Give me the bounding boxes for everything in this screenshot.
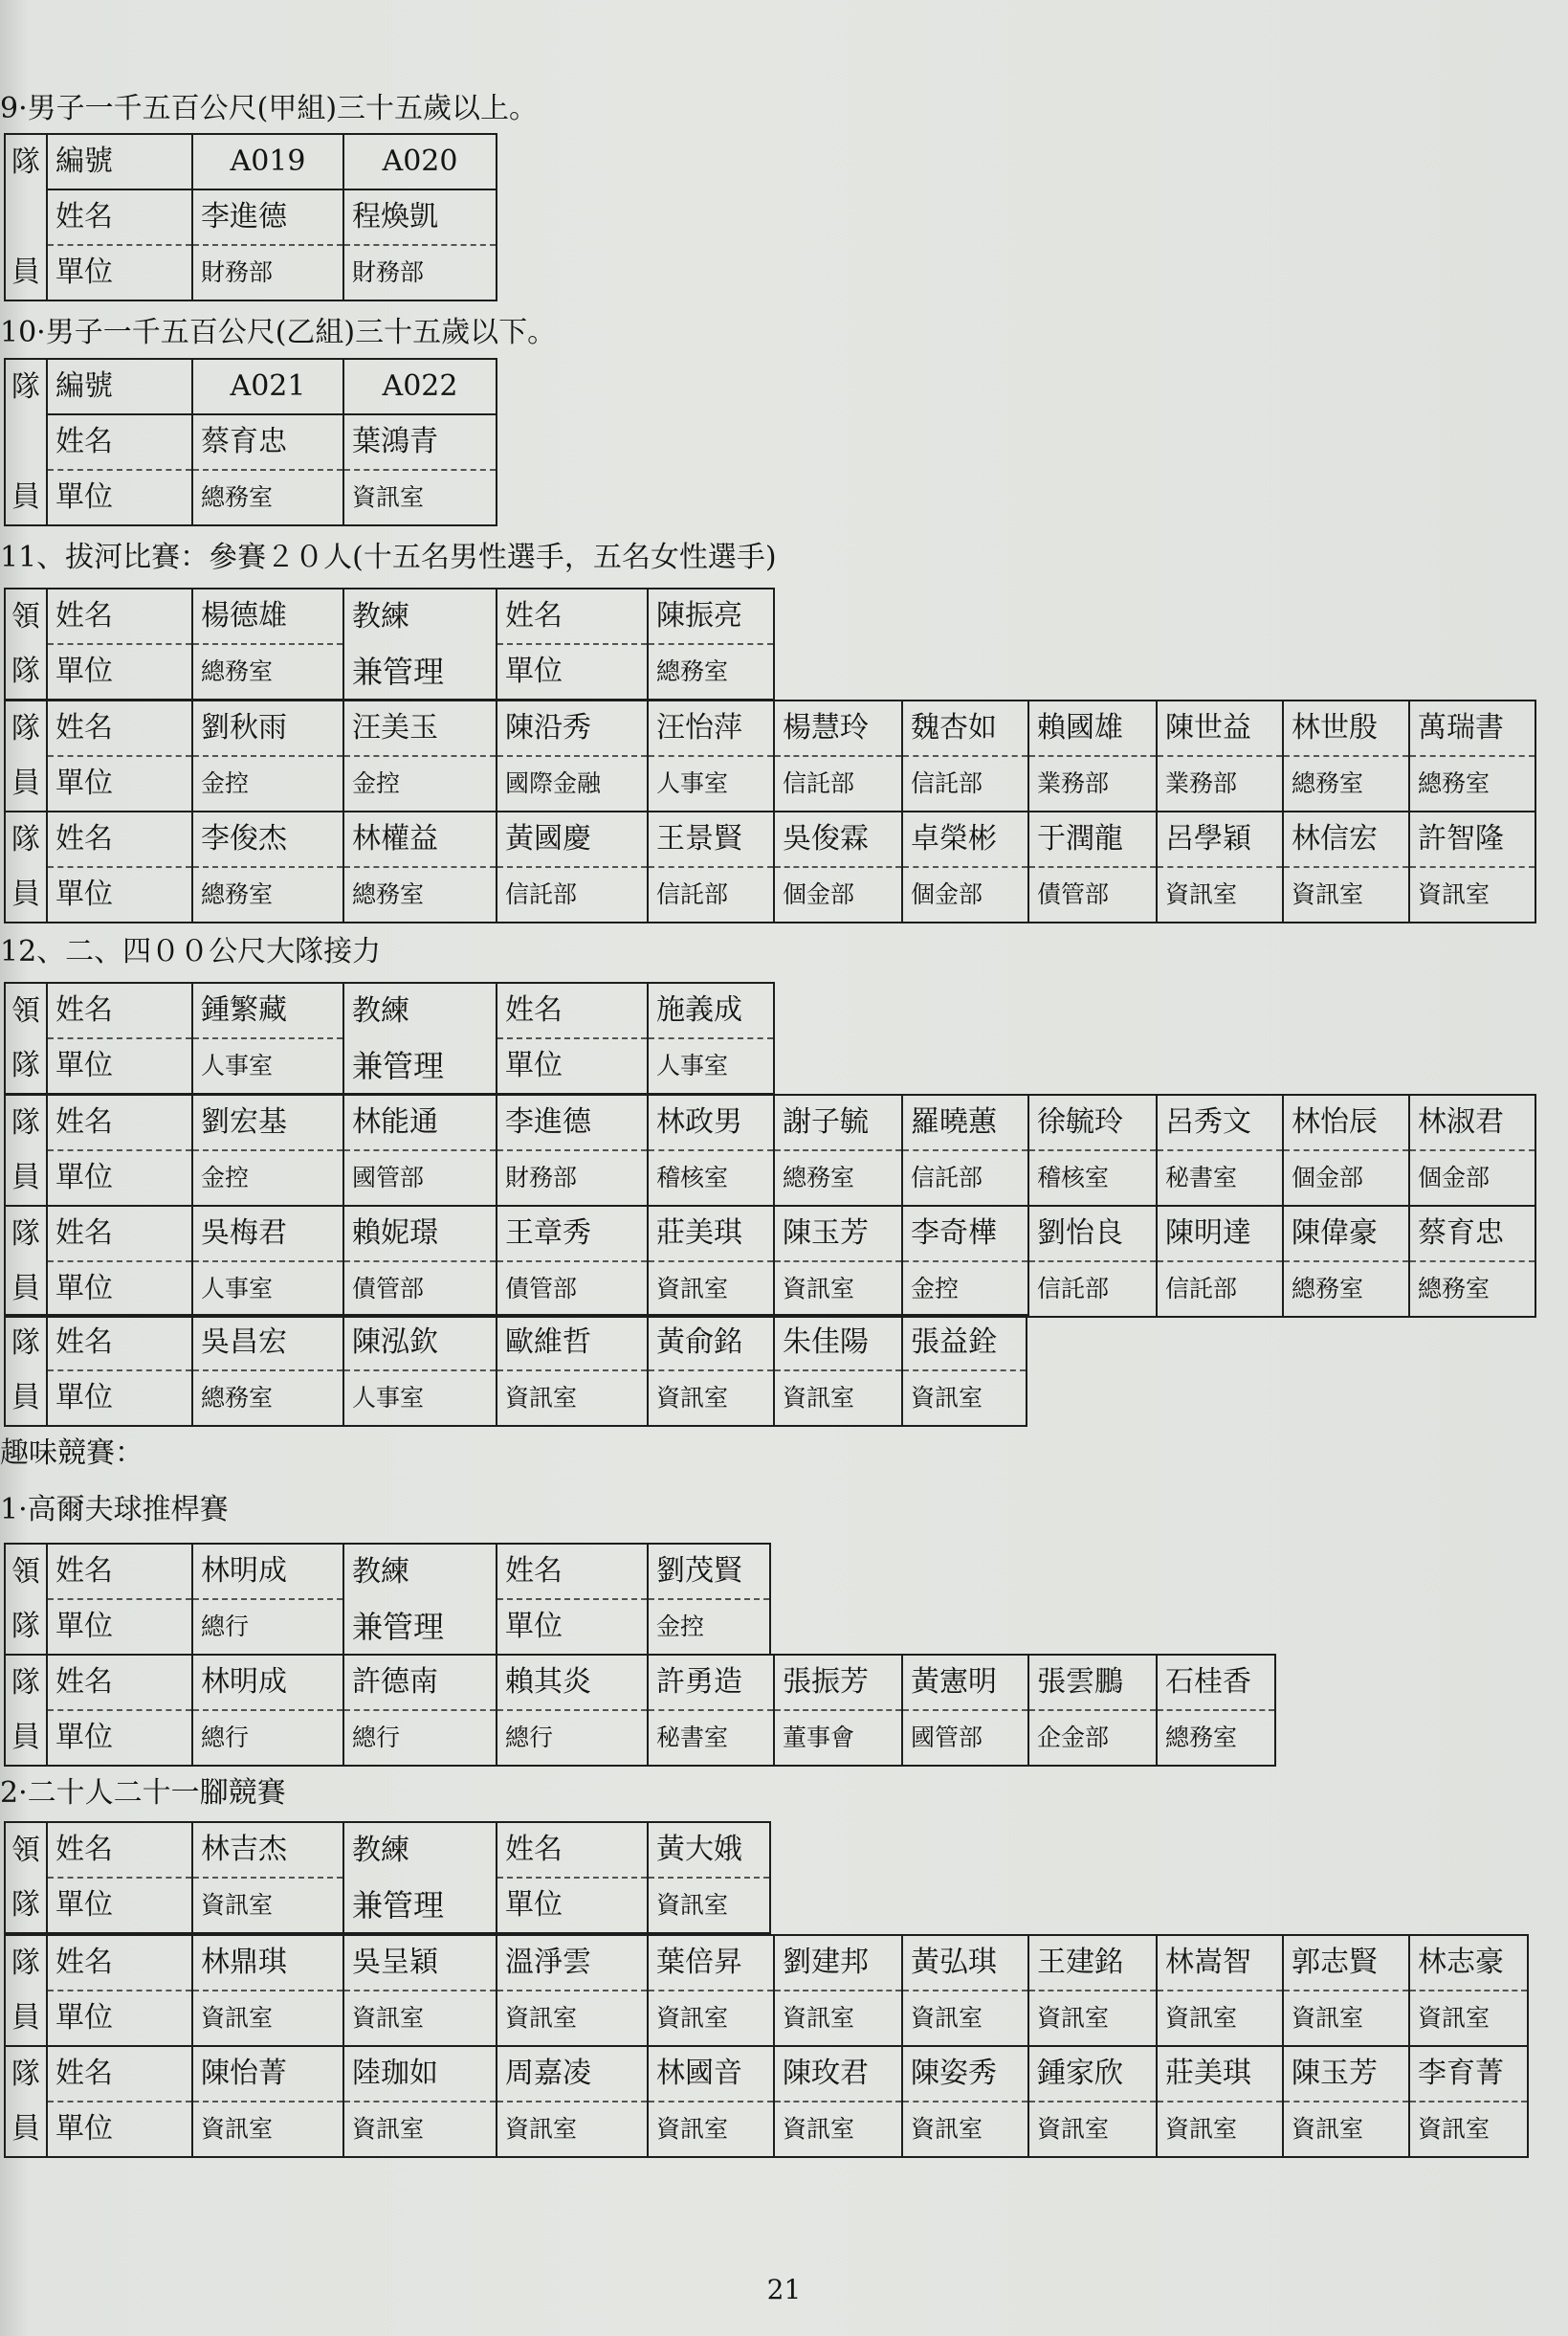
row-label: 姓名 bbox=[47, 1206, 192, 1261]
side-label: 隊 bbox=[5, 1878, 47, 1933]
row-label: 姓名 bbox=[47, 1655, 192, 1710]
team-table bbox=[4, 1934, 1529, 2158]
member-name: 謝子毓 bbox=[774, 1095, 902, 1150]
member-name: 劉建邦 bbox=[774, 1935, 902, 1991]
golf-title: 1·高爾夫球推桿賽 bbox=[0, 1493, 229, 1526]
row-label: 單位 bbox=[47, 1150, 192, 1206]
member-name: 林嵩智 bbox=[1157, 1935, 1283, 1991]
member-name: 張益銓 bbox=[902, 1315, 1027, 1370]
team-table-partial bbox=[4, 1314, 1027, 1427]
member-name: 溫淨雲 bbox=[497, 1935, 648, 1991]
member-name: 于潤龍 bbox=[1028, 812, 1157, 867]
member-name: 陳怡菁 bbox=[192, 2046, 343, 2102]
member-unit: 資訊室 bbox=[1283, 2102, 1409, 2157]
row-label: 姓名 bbox=[47, 589, 192, 644]
row-label: 單位 bbox=[47, 1710, 192, 1766]
member-name: 林國音 bbox=[648, 2046, 774, 2102]
side-label: 員 bbox=[5, 1710, 47, 1766]
side-label: 隊 bbox=[5, 134, 47, 189]
member-name: 程煥凱 bbox=[343, 189, 497, 245]
side-label: 領 bbox=[5, 1822, 47, 1878]
row-label: 單位 bbox=[47, 1038, 192, 1094]
entry-code: A022 bbox=[343, 359, 497, 414]
member-unit: 金控 bbox=[192, 756, 343, 812]
member-unit: 信託部 bbox=[1028, 1261, 1157, 1317]
side-label: 隊 bbox=[5, 1935, 47, 1991]
member-unit: 資訊室 bbox=[1028, 2102, 1157, 2157]
coach-title: 兼管理 bbox=[343, 644, 497, 700]
row-label: 姓名 bbox=[497, 1822, 648, 1878]
row-label: 姓名 bbox=[47, 189, 192, 245]
leader-name: 林吉杰 bbox=[192, 1822, 343, 1878]
member-unit: 秘書室 bbox=[648, 1710, 774, 1766]
row-label: 姓名 bbox=[47, 1095, 192, 1150]
leader-unit: 總行 bbox=[192, 1599, 343, 1655]
member-name: 李進德 bbox=[192, 189, 343, 245]
side-label: 隊 bbox=[5, 2046, 47, 2102]
member-name: 葉鴻青 bbox=[343, 414, 497, 470]
member-name: 賴妮璟 bbox=[343, 1206, 497, 1261]
member-name: 陳玫君 bbox=[774, 2046, 902, 2102]
member-unit: 企金部 bbox=[1028, 1710, 1157, 1766]
member-unit: 總務室 bbox=[343, 867, 497, 923]
section-10-title: 10·男子一千五百公尺(乙組)三十五歲以下。 bbox=[0, 316, 557, 349]
member-name: 林能通 bbox=[343, 1095, 497, 1150]
coach-title: 教練 bbox=[343, 1544, 497, 1599]
coach-name: 黃大娥 bbox=[648, 1822, 770, 1878]
member-name: 李俊杰 bbox=[192, 812, 343, 867]
member-name: 陳世益 bbox=[1157, 701, 1283, 756]
member-name: 鍾家欣 bbox=[1028, 2046, 1157, 2102]
member-unit: 資訊室 bbox=[1283, 1991, 1409, 2046]
member-name: 黃俞銘 bbox=[648, 1315, 774, 1370]
side-label: 員 bbox=[5, 470, 47, 525]
leader-name: 林明成 bbox=[192, 1544, 343, 1599]
side-label: 隊 bbox=[5, 1599, 47, 1655]
member-unit: 總務室 bbox=[192, 470, 343, 525]
leader-table bbox=[4, 982, 775, 1095]
member-unit: 個金部 bbox=[1283, 1150, 1409, 1206]
member-unit: 人事室 bbox=[343, 1370, 497, 1426]
leader-unit: 人事室 bbox=[192, 1038, 343, 1094]
member-name: 賴國雄 bbox=[1028, 701, 1157, 756]
row-label: 姓名 bbox=[47, 414, 192, 470]
entry-code: A019 bbox=[192, 134, 343, 189]
member-unit: 稽核室 bbox=[1028, 1150, 1157, 1206]
side-label: 員 bbox=[5, 756, 47, 812]
member-unit: 資訊室 bbox=[648, 1261, 774, 1317]
member-name: 汪怡萍 bbox=[648, 701, 774, 756]
section-9-table bbox=[4, 133, 497, 301]
member-unit: 董事會 bbox=[774, 1710, 902, 1766]
member-name: 蔡育忠 bbox=[1409, 1206, 1535, 1261]
member-name: 周嘉凌 bbox=[497, 2046, 648, 2102]
team-table bbox=[4, 700, 1536, 923]
coach-title: 教練 bbox=[343, 983, 497, 1038]
member-name: 李奇樺 bbox=[902, 1206, 1028, 1261]
row-label: 姓名 bbox=[47, 701, 192, 756]
member-name: 莊美琪 bbox=[648, 1206, 774, 1261]
member-unit: 財務部 bbox=[343, 245, 497, 300]
member-unit: 業務部 bbox=[1028, 756, 1157, 812]
member-unit: 資訊室 bbox=[902, 1370, 1027, 1426]
leader-name: 鍾繁藏 bbox=[192, 983, 343, 1038]
member-name: 郭志賢 bbox=[1283, 1935, 1409, 1991]
member-name: 黃國慶 bbox=[497, 812, 648, 867]
member-unit: 金控 bbox=[343, 756, 497, 812]
section-10-table bbox=[4, 358, 497, 526]
member-name: 許智隆 bbox=[1409, 812, 1535, 867]
member-unit: 資訊室 bbox=[497, 1370, 648, 1426]
side-label: 隊 bbox=[5, 1095, 47, 1150]
member-unit: 資訊室 bbox=[648, 2102, 774, 2157]
team-table-partial bbox=[4, 1654, 1276, 1767]
side-label: 隊 bbox=[5, 1206, 47, 1261]
member-unit: 資訊室 bbox=[902, 1991, 1028, 2046]
coach-name: 劉茂賢 bbox=[648, 1544, 770, 1599]
row-label: 單位 bbox=[497, 1038, 648, 1094]
member-name: 朱佳陽 bbox=[774, 1315, 902, 1370]
row-label: 編號 bbox=[47, 359, 192, 414]
member-name: 林志豪 bbox=[1409, 1935, 1528, 1991]
member-name: 李進德 bbox=[497, 1095, 648, 1150]
member-unit: 個金部 bbox=[902, 867, 1028, 923]
row-label: 單位 bbox=[47, 1261, 192, 1317]
coach-title: 教練 bbox=[343, 1822, 497, 1878]
side-label: 隊 bbox=[5, 359, 47, 414]
member-unit: 金控 bbox=[902, 1261, 1028, 1317]
side-label: 隊 bbox=[5, 644, 47, 700]
side-label: 領 bbox=[5, 589, 47, 644]
member-unit: 資訊室 bbox=[774, 1261, 902, 1317]
row-label: 單位 bbox=[497, 644, 648, 700]
row-label: 姓名 bbox=[497, 983, 648, 1038]
member-unit: 信託部 bbox=[902, 1150, 1028, 1206]
member-unit: 國管部 bbox=[343, 1150, 497, 1206]
member-unit: 信託部 bbox=[774, 756, 902, 812]
member-name: 吳昌宏 bbox=[192, 1315, 343, 1370]
row-label: 姓名 bbox=[47, 983, 192, 1038]
member-name: 魏杏如 bbox=[902, 701, 1028, 756]
entry-code: A020 bbox=[343, 134, 497, 189]
member-unit: 資訊室 bbox=[1409, 2102, 1528, 2157]
fun-section-title: 趣味競賽： bbox=[0, 1436, 144, 1470]
member-unit: 總務室 bbox=[1283, 756, 1409, 812]
member-name: 林鼎琪 bbox=[192, 1935, 343, 1991]
team-table bbox=[4, 1094, 1536, 1318]
side-label: 領 bbox=[5, 983, 47, 1038]
member-unit: 個金部 bbox=[1409, 1150, 1535, 1206]
member-name: 黃弘琪 bbox=[902, 1935, 1028, 1991]
side-label: 員 bbox=[5, 2102, 47, 2157]
member-unit: 資訊室 bbox=[192, 2102, 343, 2157]
member-name: 林權益 bbox=[343, 812, 497, 867]
row-label: 單位 bbox=[47, 245, 192, 300]
member-name: 林怡辰 bbox=[1283, 1095, 1409, 1150]
row-label: 姓名 bbox=[47, 1935, 192, 1991]
side-label: 領 bbox=[5, 1544, 47, 1599]
member-unit: 總務室 bbox=[774, 1150, 902, 1206]
member-name: 葉倍昇 bbox=[648, 1935, 774, 1991]
member-name: 黃憲明 bbox=[902, 1655, 1028, 1710]
member-name: 萬瑞書 bbox=[1409, 701, 1535, 756]
member-name: 林信宏 bbox=[1283, 812, 1409, 867]
member-unit: 個金部 bbox=[774, 867, 902, 923]
member-unit: 資訊室 bbox=[902, 2102, 1028, 2157]
member-name: 陳姿秀 bbox=[902, 2046, 1028, 2102]
member-name: 陳玉芳 bbox=[774, 1206, 902, 1261]
member-unit: 資訊室 bbox=[1409, 867, 1535, 923]
member-name: 賴其炎 bbox=[497, 1655, 648, 1710]
member-name: 林淑君 bbox=[1409, 1095, 1535, 1150]
member-name: 劉宏基 bbox=[192, 1095, 343, 1150]
row-label: 姓名 bbox=[47, 1315, 192, 1370]
member-unit: 資訊室 bbox=[1028, 1991, 1157, 2046]
member-name: 劉怡良 bbox=[1028, 1206, 1157, 1261]
member-unit: 秘書室 bbox=[1157, 1150, 1283, 1206]
member-unit: 國際金融 bbox=[497, 756, 648, 812]
member-unit: 信託部 bbox=[1157, 1261, 1283, 1317]
page-number: 21 bbox=[766, 2274, 802, 2305]
leader-name: 楊德雄 bbox=[192, 589, 343, 644]
member-unit: 總務室 bbox=[1157, 1710, 1275, 1766]
side-label: 隊 bbox=[5, 812, 47, 867]
member-name: 張振芳 bbox=[774, 1655, 902, 1710]
side-label: 隊 bbox=[5, 701, 47, 756]
row-label: 單位 bbox=[497, 1878, 648, 1933]
member-name: 陳明達 bbox=[1157, 1206, 1283, 1261]
member-name: 陳偉豪 bbox=[1283, 1206, 1409, 1261]
member-unit: 總務室 bbox=[192, 1370, 343, 1426]
member-unit: 信託部 bbox=[497, 867, 648, 923]
member-unit: 財務部 bbox=[192, 245, 343, 300]
side-label: 隊 bbox=[5, 1315, 47, 1370]
member-name: 呂學穎 bbox=[1157, 812, 1283, 867]
member-unit: 總務室 bbox=[1409, 1261, 1535, 1317]
member-name: 卓榮彬 bbox=[902, 812, 1028, 867]
member-name: 王建銘 bbox=[1028, 1935, 1157, 1991]
member-unit: 信託部 bbox=[648, 867, 774, 923]
member-unit: 資訊室 bbox=[774, 2102, 902, 2157]
row-label: 姓名 bbox=[47, 2046, 192, 2102]
member-name: 林政男 bbox=[648, 1095, 774, 1150]
member-unit: 資訊室 bbox=[192, 1991, 343, 2046]
member-unit: 資訊室 bbox=[497, 1991, 648, 2046]
member-unit: 稽核室 bbox=[648, 1150, 774, 1206]
member-unit: 資訊室 bbox=[343, 2102, 497, 2157]
row-label: 編號 bbox=[47, 134, 192, 189]
row-label: 單位 bbox=[47, 1991, 192, 2046]
coach-unit: 總務室 bbox=[648, 644, 774, 700]
member-name: 石桂香 bbox=[1157, 1655, 1275, 1710]
member-unit: 資訊室 bbox=[497, 2102, 648, 2157]
row-label: 單位 bbox=[47, 1370, 192, 1426]
member-unit: 資訊室 bbox=[1157, 2102, 1283, 2157]
member-name: 王景賢 bbox=[648, 812, 774, 867]
coach-unit: 資訊室 bbox=[648, 1878, 770, 1933]
member-unit: 債管部 bbox=[497, 1261, 648, 1317]
member-unit: 資訊室 bbox=[1157, 867, 1283, 923]
member-name: 林世殷 bbox=[1283, 701, 1409, 756]
member-name: 徐毓玲 bbox=[1028, 1095, 1157, 1150]
member-unit: 資訊室 bbox=[774, 1991, 902, 2046]
coach-title: 兼管理 bbox=[343, 1878, 497, 1933]
member-unit: 資訊室 bbox=[1283, 867, 1409, 923]
row-label: 單位 bbox=[47, 867, 192, 923]
coach-name: 陳振亮 bbox=[648, 589, 774, 644]
member-name: 劉秋雨 bbox=[192, 701, 343, 756]
section-11-title: 11、拔河比賽：參賽２０人(十五名男性選手，五名女性選手) bbox=[0, 541, 777, 574]
row-label: 單位 bbox=[47, 2102, 192, 2157]
section-12-title: 12、二、四００公尺大隊接力 bbox=[0, 935, 382, 968]
coach-title: 兼管理 bbox=[343, 1038, 497, 1094]
member-name: 王章秀 bbox=[497, 1206, 648, 1261]
side-label: 隊 bbox=[5, 1655, 47, 1710]
member-unit: 業務部 bbox=[1157, 756, 1283, 812]
row-label: 單位 bbox=[47, 1599, 192, 1655]
side-label: 隊 bbox=[5, 1038, 47, 1094]
side-label: 員 bbox=[5, 1370, 47, 1426]
member-unit: 總務室 bbox=[1409, 756, 1535, 812]
coach-name: 施義成 bbox=[648, 983, 774, 1038]
member-name: 楊慧玲 bbox=[774, 701, 902, 756]
member-unit: 總務室 bbox=[192, 867, 343, 923]
member-name: 吳梅君 bbox=[192, 1206, 343, 1261]
member-unit: 資訊室 bbox=[343, 1991, 497, 2046]
member-unit: 人事室 bbox=[648, 756, 774, 812]
member-unit: 資訊室 bbox=[774, 1370, 902, 1426]
coach-title: 兼管理 bbox=[343, 1599, 497, 1655]
member-unit: 總行 bbox=[192, 1710, 343, 1766]
entry-code: A021 bbox=[192, 359, 343, 414]
member-name: 林明成 bbox=[192, 1655, 343, 1710]
member-unit: 總務室 bbox=[1283, 1261, 1409, 1317]
member-name: 莊美琪 bbox=[1157, 2046, 1283, 2102]
side-label: 員 bbox=[5, 867, 47, 923]
leader-unit: 總務室 bbox=[192, 644, 343, 700]
row-label: 單位 bbox=[47, 470, 192, 525]
legs-race-title: 2·二十人二十一腳競賽 bbox=[0, 1776, 286, 1810]
member-unit: 債管部 bbox=[1028, 867, 1157, 923]
member-unit: 資訊室 bbox=[1409, 1991, 1528, 2046]
member-unit: 債管部 bbox=[343, 1261, 497, 1317]
member-unit: 人事室 bbox=[192, 1261, 343, 1317]
row-label: 單位 bbox=[47, 756, 192, 812]
member-name: 吳呈穎 bbox=[343, 1935, 497, 1991]
coach-unit: 人事室 bbox=[648, 1038, 774, 1094]
member-name: 李育菁 bbox=[1409, 2046, 1528, 2102]
member-unit: 信託部 bbox=[902, 756, 1028, 812]
member-name: 羅曉蕙 bbox=[902, 1095, 1028, 1150]
member-name: 汪美玉 bbox=[343, 701, 497, 756]
leader-table bbox=[4, 1543, 771, 1656]
row-label: 單位 bbox=[47, 1878, 192, 1933]
leader-unit: 資訊室 bbox=[192, 1878, 343, 1933]
side-label: 員 bbox=[5, 245, 47, 300]
member-name: 張雲鵬 bbox=[1028, 1655, 1157, 1710]
row-label: 單位 bbox=[497, 1599, 648, 1655]
row-label: 單位 bbox=[47, 644, 192, 700]
member-name: 陳泓欽 bbox=[343, 1315, 497, 1370]
side-label: 員 bbox=[5, 1991, 47, 2046]
side-label: 員 bbox=[5, 1261, 47, 1317]
section-9-title: 9·男子一千五百公尺(甲組)三十五歲以上。 bbox=[0, 92, 539, 125]
member-name: 陸珈如 bbox=[343, 2046, 497, 2102]
row-label: 姓名 bbox=[47, 1822, 192, 1878]
member-name: 陳沿秀 bbox=[497, 701, 648, 756]
member-unit: 金控 bbox=[192, 1150, 343, 1206]
side-label: 員 bbox=[5, 1150, 47, 1206]
member-name: 歐維哲 bbox=[497, 1315, 648, 1370]
member-unit: 總行 bbox=[343, 1710, 497, 1766]
member-name: 許勇造 bbox=[648, 1655, 774, 1710]
member-unit: 國管部 bbox=[902, 1710, 1028, 1766]
member-name: 蔡育忠 bbox=[192, 414, 343, 470]
row-label: 姓名 bbox=[47, 1544, 192, 1599]
member-unit: 總行 bbox=[497, 1710, 648, 1766]
coach-title: 教練 bbox=[343, 589, 497, 644]
member-unit: 資訊室 bbox=[343, 470, 497, 525]
leader-table bbox=[4, 588, 775, 701]
member-name: 陳玉芳 bbox=[1283, 2046, 1409, 2102]
row-label: 姓名 bbox=[497, 1544, 648, 1599]
member-name: 呂秀文 bbox=[1157, 1095, 1283, 1150]
leader-table bbox=[4, 1821, 771, 1934]
member-unit: 資訊室 bbox=[1157, 1991, 1283, 2046]
row-label: 姓名 bbox=[47, 812, 192, 867]
member-name: 吳俊霖 bbox=[774, 812, 902, 867]
member-name: 許德南 bbox=[343, 1655, 497, 1710]
member-unit: 資訊室 bbox=[648, 1370, 774, 1426]
member-unit: 資訊室 bbox=[648, 1991, 774, 2046]
member-unit: 財務部 bbox=[497, 1150, 648, 1206]
row-label: 姓名 bbox=[497, 589, 648, 644]
coach-unit: 金控 bbox=[648, 1599, 770, 1655]
